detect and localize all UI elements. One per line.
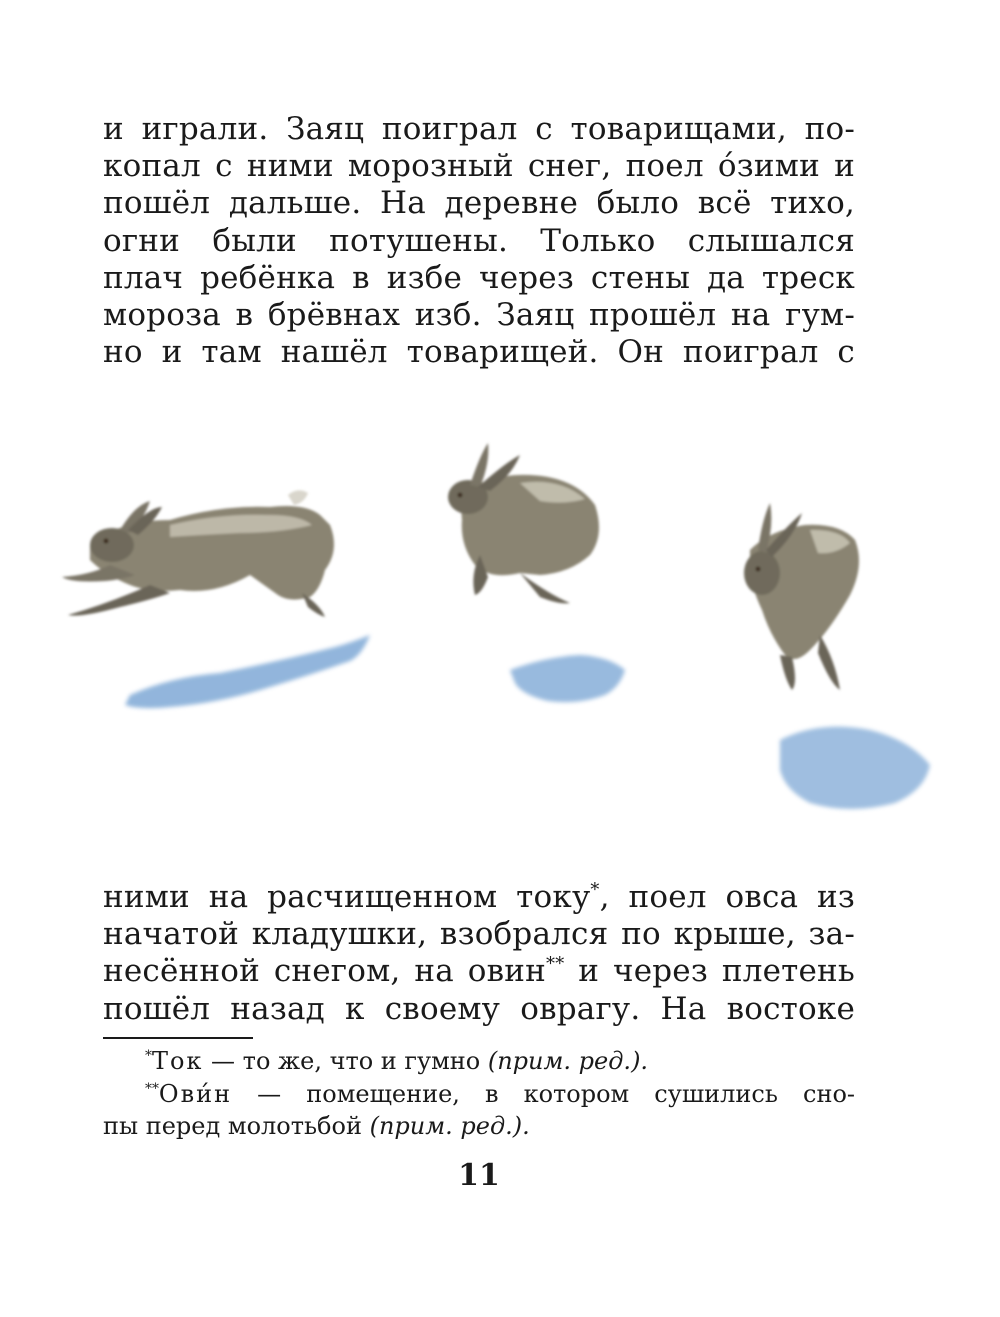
footnotes xyxy=(103,1045,855,1143)
hare-running-icon xyxy=(448,443,599,603)
snow-shadow-icon xyxy=(510,655,625,702)
text-line: ними на расчищенном току*, поел овса из xyxy=(103,879,855,915)
text-line: огни были потушены. Только слышался xyxy=(103,222,855,259)
text-line: копал с ними морозный снег, поел о́зими и xyxy=(103,148,855,185)
hare-leaping-icon xyxy=(62,490,334,617)
footnote-2: **Ови́н — помещение, в котором сушились сно- xyxy=(145,1079,855,1108)
snow-shadow-icon xyxy=(125,635,370,708)
snow-shadow-icon xyxy=(780,727,930,809)
text-line: пошёл назад к своему оврагу. На востоке xyxy=(103,990,855,1027)
footnote-mark: ** xyxy=(546,954,565,976)
footnote-1: *Ток — то же, что и гумно (прим. ред.). xyxy=(145,1047,649,1075)
text-line: но и там нашёл товарищей. Он поиграл с xyxy=(103,334,855,371)
text-line: мороза в брёвнах изб. Заяц прошёл на гум- xyxy=(103,296,855,333)
footnote-divider xyxy=(103,1037,253,1039)
paragraph-top xyxy=(103,111,855,371)
footnote-term: Ток xyxy=(151,1047,204,1075)
text-line: пошёл дальше. На деревне было всё тихо, xyxy=(103,185,855,222)
page-number: 11 xyxy=(458,1158,500,1193)
footnote-mark: ** xyxy=(145,1080,159,1097)
footnote-mark: * xyxy=(590,879,600,901)
footnote-mark: * xyxy=(145,1048,152,1064)
text-line: и играли. Заяц поиграл с товарищами, по- xyxy=(103,111,855,147)
hare-jumping-icon xyxy=(744,503,859,690)
text-line: плач ребёнка в избе через стены да треск xyxy=(103,259,855,296)
text-line: начатой кладушки, взобрался по крыше, за- xyxy=(103,916,855,953)
hares-illustration xyxy=(50,425,950,830)
text-line: несённой снегом, на овин** и через плетень xyxy=(103,953,855,990)
paragraph-bottom xyxy=(103,879,855,1028)
footnote-2-continuation: пы перед молотьбой (прим. ред.). xyxy=(103,1112,530,1140)
footnote-term: Ови́н xyxy=(158,1079,233,1108)
